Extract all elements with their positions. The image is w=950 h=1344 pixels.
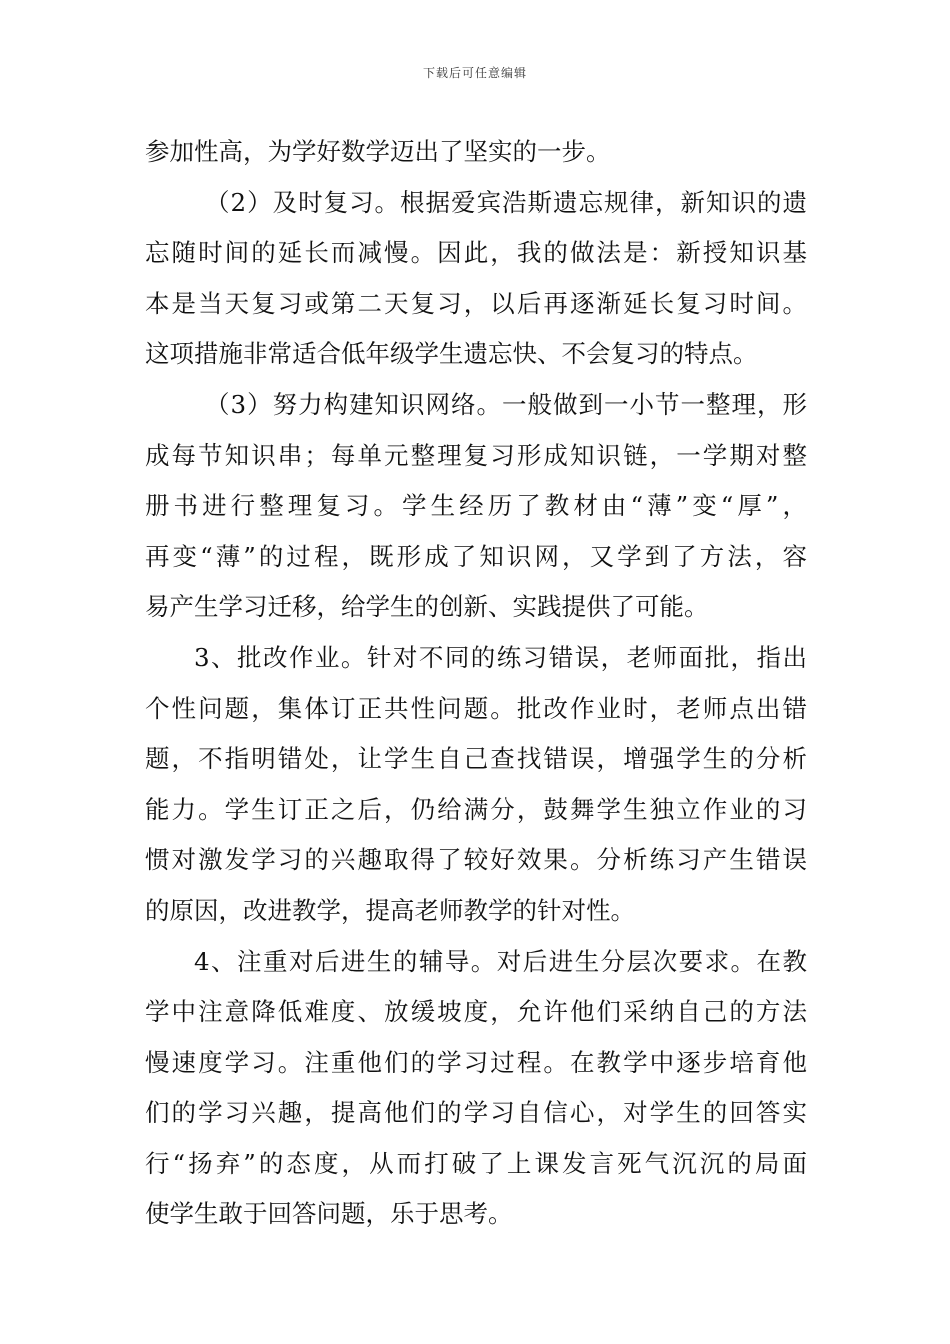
body-line: 4、注重对后进生的辅导。对后进生分层次要求。在教 [194, 946, 807, 976]
body-line: 慢速度学习。注重他们的学习过程。在教学中逐步培育他 [145, 1047, 807, 1077]
body-line: 们的学习兴趣，提高他们的学习自信心，对学生的回答实 [145, 1098, 807, 1128]
body-line: 行“扬弃”的态度，从而打破了上课发言死气沉沉的局面 [145, 1148, 807, 1178]
body-line: 使学生敢于回答问题，乐于思考。 [145, 1199, 513, 1229]
page-header: 下载后可任意编辑 [422, 66, 527, 80]
body-line: 个性问题，集体订正共性问题。批改作业时，老师点出错 [145, 693, 807, 723]
body-line: 题，不指明错处，让学生自己查找错误，增强学生的分析 [145, 744, 807, 774]
body-line: 再变“薄”的过程，既形成了知识网，又学到了方法，容 [145, 541, 807, 571]
body-line: 3、批改作业。针对不同的练习错误，老师面批，指出 [194, 642, 807, 672]
body-line: 的原因，改进教学，提高老师教学的针对性。 [145, 895, 635, 925]
body-line: 学中注意降低难度、放缓坡度，允许他们采纳自己的方法 [145, 997, 807, 1027]
body-line: 惯对激发学习的兴趣取得了较好效果。分析练习产生错误 [145, 845, 807, 875]
body-line: 成每节知识串；每单元整理复习形成知识链，一学期对整 [145, 440, 807, 470]
body-line: 册书进行整理复习。学生经历了教材由“薄”变“厚”， [145, 491, 807, 521]
body-line: （2）及时复习。根据爱宾浩斯遗忘规律，新知识的遗 [205, 187, 807, 217]
document-body [145, 127, 807, 1240]
body-line: 易产生学习迁移，给学生的创新、实践提供了可能。 [145, 592, 709, 622]
body-line: 忘随时间的延长而减慢。因此，我的做法是：新授知识基 [145, 238, 807, 268]
body-line: 能力。学生订正之后，仍给满分，鼓舞学生独立作业的习 [145, 794, 807, 824]
body-line: （3）努力构建知识网络。一般做到一小节一整理，形 [205, 389, 807, 419]
body-line: 本是当天复习或第二天复习，以后再逐渐延长复习时间。 [145, 288, 807, 318]
body-line: 这项措施非常适合低年级学生遗忘快、不会复习的特点。 [145, 339, 758, 369]
body-line: 参加性高，为学好数学迈出了坚实的一步。 [145, 137, 611, 166]
